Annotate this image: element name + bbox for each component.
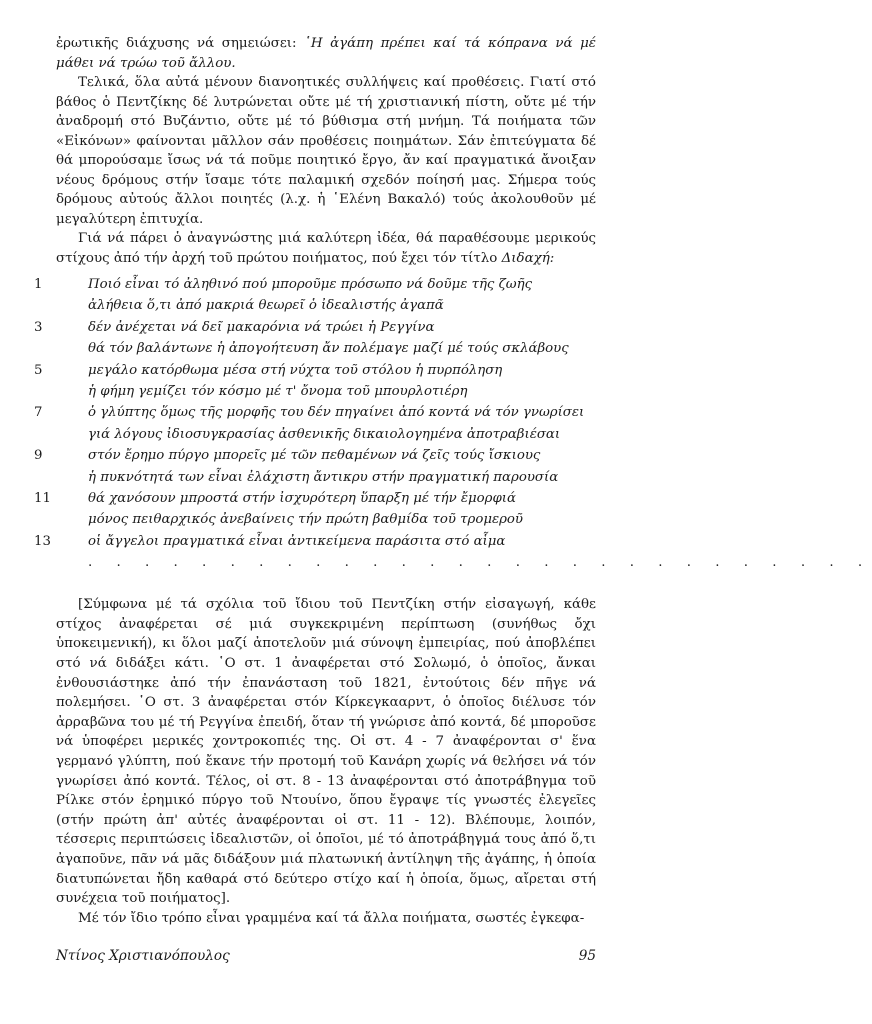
poem-line (34, 445, 596, 466)
line-number: 3 (34, 319, 43, 335)
line-number: 7 (34, 405, 43, 421)
poem-line (56, 509, 596, 530)
page-body (34, 34, 872, 928)
poem-line-text: μόνος πειθαρχικός ἀνεβαίνεις τήν πρώτη βαθμίδα τοῦ τρομεροῦ (88, 512, 524, 528)
poem-line-text: γιά λόγους ἰδιοσυγκρασίας ἀσθενικῆς δικαιολογημένα ἀποτραβιέσαι (88, 426, 561, 442)
paragraph-3: Γιά νά πάρει ὁ ἀναγνώστης μιά καλύτερη ἰδέα, θά παραθέσουμε μερικούς στίχους ἀπό τήν ἀρχή τοῦ πρώτου ποιήματος, πού ἔχει τόν τίτλο Διδαχή: (56, 231, 596, 266)
poem-line-text: ὁ γλύπτης ὅμως τῆς μορφῆς του δέν πηγαίνει ἀπό κοντά νά τόν γνωρίσει (88, 405, 585, 421)
paragraph-1: ἐρωτικῆς διάχυσης νά σημειώσει: ῾Η ἀγάπη πρέπει καί τά κόπρανα νά μέ μάθει νά τρώω τοῦ ἄλλου. (56, 36, 596, 71)
poem-line-text: στόν ἔρημο πύργο μπορεῖς μέ τῶν πεθαμένων νά ζεῖς τούς ἴσκιους (88, 448, 541, 464)
poem-line-text: ἀλήθεια ὅ,τι ἀπό μακριά θεωρεῖ ὁ ἰδεαλιστής ἀγαπᾶ (88, 298, 444, 314)
poem-line (56, 467, 596, 488)
poem-line (56, 381, 596, 402)
poem-line (56, 338, 596, 359)
poem-line (34, 360, 596, 381)
poem-line-text: οἱ ἄγγελοι πραγματικά εἶναι ἀντικείμενα παράσιτα στό αἷμα (88, 533, 506, 549)
poem-line (56, 295, 596, 316)
poem-line (34, 531, 596, 552)
poem-line (34, 488, 596, 509)
paragraph-4: [Σύμφωνα μέ τά σχόλια τοῦ ἴδιου τοῦ Πεντζίκη στήν εἰσαγωγή, κάθε στίχος ἀναφέρεται σέ μιά συγκεκριμένη περίπτωση (συνήθως ὄχι ὑποκειμενική), κι ὅλοι μαζί ἀποτελοῦν μιά σύνοψη ἐμπειρίας, πού ἀποβλέπει στό νά διδάξει κάτι. ῾Ο στ. 1 ἀναφέρεται στό Σολωμό, ὁ ὁποῖος, ἄνκαι ἐνθουσιάστηκε ἀπό τήν ἐπανάσταση τοῦ 1821, ἐντούτοις δέν πῆγε νά πολεμήσει. ῾Ο στ. 3 ἀναφέρεται στόν Κίρκεγκααρντ, ὁ ὁποῖος διέλυσε τόν ἀρραβῶνα του μέ τή Ρεγγίνα ἐπειδή, ὅταν τή γνώρισε ἀπό κοντά, δέ μποροῦσε νά ὑποφέρει μερικές χοντροκοπιές της. Οἱ στ. 4 - 7 ἀναφέρονται σ' ἕνα γερμανό γλύπτη, πού ἔκανε τήν προτομή τοῦ Κανάρη χωρίς νά θελήσει νά τόν γνωρίσει ἀπό κοντά. Τέλος, οἱ στ. 8 - 13 ἀναφέρονται στό ἀποτράβηγμα τοῦ Ρίλκε στόν ἐρημικό πύργο τοῦ Ντουίνο, ὅπου ἔγραψε τίς γνωστές ἐλεγεῖες (στήν πρώτη ἀπ' αὐτές ἀναφέρονται οἱ στ. 11 - 12). Βλέπουμε, λοιπόν, τέσσερις περιπτώσεις ἰδεαλιστῶν, οἱ ὁποῖοι, μέ τό ἀποτράβηγμά τους ἀπό ὅ,τι ἀγαποῦνε, πᾶν νά μᾶς διδάξουν μιά πλατωνική ἀντίληψη τῆς ἀγάπης, ἡ ὁποία διατυπώνεται ἤδη καθαρά στό δεύτερο στίχο καί ἡ ὁποία, ὅμως, αἴρεται στή συνέχεια τοῦ ποιήματος]. (56, 597, 596, 907)
poem-title: Διδαχή: (501, 250, 555, 266)
poem-line-text: Ποιό εἶναι τό ἀληθινό πού μποροῦμε πρόσωπο νά δοῦμε τῆς ζωῆς (88, 277, 533, 292)
poem-line-text: δέν ἀνέχεται νά δεῖ μακαρόνια νά τρώει ἡ Ρεγγίνα (88, 319, 435, 335)
poem-line-text: ἡ φήμη γεμίζει τόν κόσμο μέ τ' ὄνομα τοῦ μπουρλοτιέρη (88, 384, 468, 400)
poem-line-text: θά τόν βαλάντωνε ἡ ἀπογοήτευση ἄν πολέμαγε μαζί μέ τούς σκλάβους (88, 341, 569, 357)
line-number: 9 (34, 448, 43, 464)
commentary (56, 595, 596, 928)
poem-excerpt (34, 274, 596, 552)
poem-line-text: μεγάλο κατόρθωμα μέσα στή νύχτα τοῦ στόλου ἡ πυρπόληση (88, 362, 503, 378)
poem-line (56, 424, 596, 445)
page-number: 95 (578, 948, 596, 964)
line-number: 13 (34, 533, 51, 549)
quote: ῾Η ἀγάπη πρέπει καί τά κόπρανα νά μέ μάθει νά τρώω τοῦ ἄλλου. (56, 36, 596, 71)
line-number: 5 (34, 362, 43, 378)
author-name: Ντίνος Χριστιανόπουλος (56, 948, 230, 964)
paragraph-5: Μέ τόν ἴδιο τρόπο εἶναι γραμμένα καί τά ἄλλα ποιήματα, σωστές ἐγκεφα- (78, 910, 585, 926)
ellipsis-dots: . . . . . . . . . . . . . . . . . . . . . . . . . . . . (88, 555, 872, 571)
poem-line (34, 402, 596, 423)
paragraph-2: Τελικά, ὅλα αὐτά μένουν διανοητικές συλλήψεις καί προθέσεις. Γιατί στό βάθος ὁ Πεντζίκης δέ λυτρώνεται οὔτε μέ τή χριστιανική πίστη, οὔτε μέ τήν ἀναδρομή στό Βυζάντιο, οὔτε μέ τό βύθισμα στή μνήμη. Τά ποιήματα τῶν «Εἰκόνων» φαίνονται μᾶλλον σάν προθέσεις ποιημάτων. Σάν ἐπιτεύγματα δέ θά μπορούσαμε ἴσως νά τά ποῦμε ποιητικό ἔργο, ἄν καί πραγματικά ἄνοιξαν νέους δρόμους στήν ἴσαμε τότε παλαμική σχεδόν ποίησή μας. Σήμερα τούς δρόμους αὐτούς ἄλλοι ποιητές (λ.χ. ἡ ῾Ελένη Βακαλό) τούς ἀκολουθοῦν μέ μεγαλύτερη ἐπιτυχία. (56, 75, 596, 227)
poem-line (34, 274, 596, 295)
poem-line-text: θά χανόσουν μπροστά στήν ἰσχυρότερη ὕπαρξη μέ τήν ἔμορφιά (88, 491, 516, 507)
poem-line (34, 317, 596, 338)
poem-line-text: ἡ πυκνότητά των εἶναι ἐλάχιστη ἄντικρυ στήν πραγματική παρουσία (88, 469, 559, 485)
line-number: 11 (34, 491, 51, 507)
page-footer (56, 948, 596, 964)
line-number: 1 (34, 277, 43, 292)
